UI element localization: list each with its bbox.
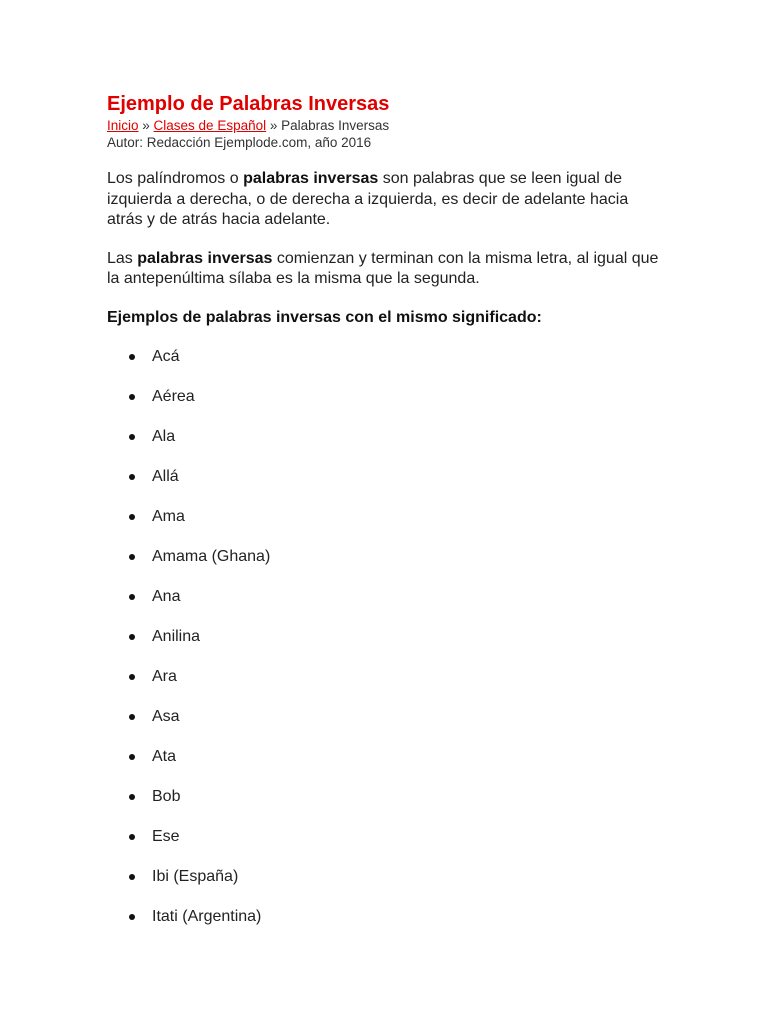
rule-text-start: Las: [107, 249, 138, 267]
list-item-text: Allá: [152, 467, 179, 485]
bullet-icon: [129, 674, 135, 680]
author-line: Autor: Redacción Ejemplode.com, año 2016: [107, 135, 372, 150]
breadcrumb: [107, 117, 667, 134]
bullet-icon: [129, 914, 135, 920]
bullet-icon: [129, 514, 135, 520]
list-item-text: Ese: [152, 827, 180, 845]
list-item-text: Ibi (España): [152, 867, 239, 885]
bullet-icon: [129, 874, 135, 880]
intro-bold-term: palabras inversas: [243, 170, 379, 187]
list-item: [107, 588, 667, 628]
list-item: [107, 788, 667, 828]
list-item-text: Ama: [152, 507, 185, 525]
breadcrumb-separator: »: [266, 118, 282, 133]
list-item-text: Amama (Ghana): [152, 547, 271, 565]
bullet-icon: [129, 434, 135, 440]
list-item-text: Ara: [152, 667, 177, 685]
list-item-text: Asa: [152, 707, 180, 725]
bullet-icon: [129, 634, 135, 640]
list-item: [107, 628, 667, 668]
list-item: [107, 428, 667, 468]
breadcrumb-separator: »: [138, 118, 154, 133]
page-title: Ejemplo de Palabras Inversas: [107, 93, 390, 115]
bullet-icon: [129, 594, 135, 600]
bullet-icon: [129, 834, 135, 840]
bullet-icon: [129, 754, 135, 760]
list-item-text: Ala: [152, 427, 176, 445]
breadcrumb-link-category[interactable]: Clases de Español: [153, 118, 267, 133]
list-item-text: Ata: [152, 747, 177, 765]
list-item: [107, 748, 667, 788]
list-item: [107, 908, 667, 948]
intro-paragraph: [107, 169, 667, 231]
list-item: [107, 348, 667, 388]
bullet-icon: [129, 794, 135, 800]
list-item: [107, 548, 667, 588]
article: [107, 92, 667, 948]
list-item: [107, 828, 667, 868]
list-item: [107, 388, 667, 428]
list-item-text: Anilina: [152, 627, 201, 645]
bullet-icon: [129, 714, 135, 720]
breadcrumb-link-home[interactable]: Inicio: [107, 118, 139, 133]
bullet-icon: [129, 394, 135, 400]
rule-paragraph: [107, 249, 667, 290]
list-item: [107, 508, 667, 548]
bullet-icon: [129, 554, 135, 560]
intro-text-start: Los palíndromos o: [107, 170, 244, 187]
list-item-text: Aérea: [152, 387, 195, 405]
list-item: [107, 708, 667, 748]
intro-text-end: son palabras que se leen igual de izquierda a derecha, o de derecha a izquierda, es decir de adelante hacia atrás y de atrás hacia adelante.: [107, 170, 629, 228]
examples-list: [107, 348, 667, 948]
list-item: [107, 868, 667, 908]
list-item: [107, 468, 667, 508]
rule-bold-term: palabras inversas: [137, 249, 273, 267]
list-item-text: Ana: [152, 587, 181, 605]
list-item-text: Itati (Argentina): [152, 907, 262, 925]
rule-text-end: comienzan y terminan con la misma letra, al igual que la antepenúltima sílaba es la misma que la segunda.: [107, 249, 659, 287]
bullet-icon: [129, 354, 135, 360]
bullet-icon: [129, 474, 135, 480]
list-item-text: Acá: [152, 347, 180, 365]
examples-heading: Ejemplos de palabras inversas con el mismo significado:: [107, 308, 542, 326]
list-item-text: Bob: [152, 787, 181, 805]
breadcrumb-current: Palabras Inversas: [281, 118, 390, 133]
list-item: [107, 668, 667, 708]
